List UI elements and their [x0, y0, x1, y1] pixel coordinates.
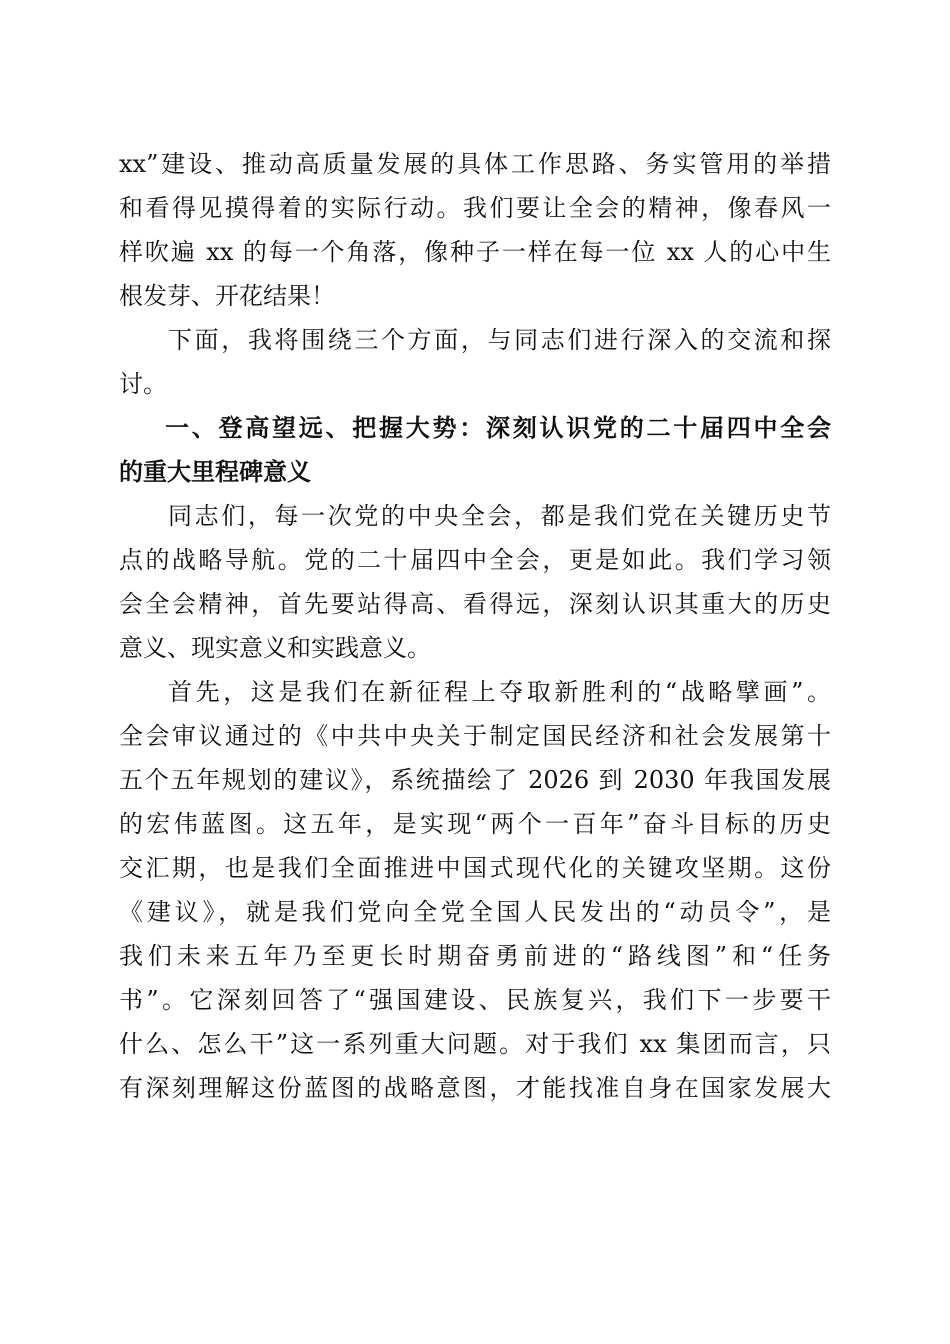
text-line: 和看得见摸得着的实际行动。我们要让全会的精神，像春风一 — [119, 194, 831, 222]
text-line: 首先，这是我们在新征程上夺取新胜利的“战略擘画”。 — [168, 678, 831, 706]
paragraph-significance — [119, 494, 831, 670]
text-line: 样吹遍 xx 的每一个角落，像种子一样在每一位 xx 人的心中生 — [119, 238, 831, 266]
text-line: 我们未来五年乃至更长时期奋勇前进的“路线图”和“任务 — [119, 942, 831, 970]
text-line: 意义、现实意义和实践意义。 — [119, 634, 431, 662]
document-body — [119, 142, 831, 1110]
text-line: 同志们，每一次党的中央全会，都是我们党在关键历史节 — [168, 502, 831, 530]
text-line: 下面，我将围绕三个方面，与同志们进行深入的交流和探 — [168, 326, 831, 354]
text-line: 《建议》，就是我们党向全党全国人民发出的“动员令”，是 — [119, 898, 831, 926]
text-line: 什么、怎么干”这一系列重大问题。对于我们 xx 集团而言，只 — [119, 1030, 831, 1058]
paragraph-closing-intro — [119, 142, 831, 318]
section-heading-1 — [119, 406, 831, 494]
text-line: 有深刻理解这份蓝图的战略意图，才能找准自身在国家发展大 — [119, 1074, 831, 1102]
text-line: 书”。它深刻回答了“强国建设、民族复兴，我们下一步要干 — [119, 986, 831, 1014]
text-line: 五个五年规划的建议》，系统描绘了 2026 到 2030 年我国发展 — [119, 766, 831, 794]
text-line: 会全会精神，首先要站得高、看得远，深刻认识其重大的历史 — [119, 590, 831, 618]
text-line: xx”建设、推动高质量发展的具体工作思路、务实管用的举措 — [119, 150, 831, 178]
text-line: 全会审议通过的《中共中央关于制定国民经济和社会发展第十 — [119, 722, 831, 750]
paragraph-strategic-blueprint — [119, 670, 831, 1110]
text-line: 根发芽、开花结果！ — [119, 282, 335, 310]
text-line: 的宏伟蓝图。这五年，是实现“两个一百年”奋斗目标的历史 — [119, 810, 831, 838]
heading-line: 的重大里程碑意义 — [119, 458, 311, 486]
paragraph-outline — [119, 318, 831, 406]
heading-line: 一、登高望远、把握大势：深刻认识党的二十届四中全会 — [165, 414, 831, 442]
text-line: 讨。 — [119, 370, 167, 398]
text-line: 交汇期，也是我们全面推进中国式现代化的关键攻坚期。这份 — [119, 854, 831, 882]
text-line: 点的战略导航。党的二十届四中全会，更是如此。我们学习领 — [119, 546, 831, 574]
